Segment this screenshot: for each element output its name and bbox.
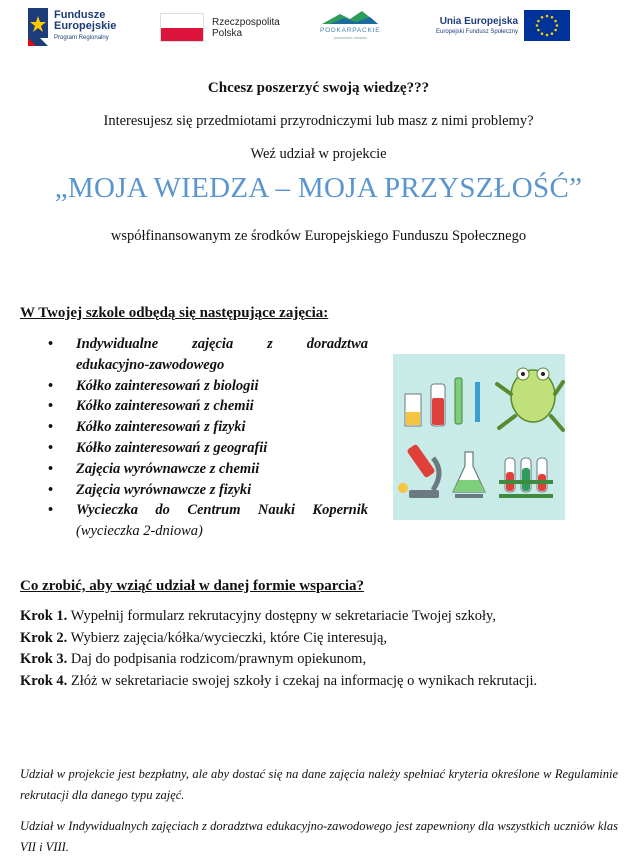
list-item (48, 334, 368, 376)
polish-flag-icon (160, 13, 204, 42)
list-item (48, 396, 368, 417)
bullet: • (48, 460, 54, 477)
step-label: Krok 1. (20, 608, 68, 624)
rp-line1: Rzeczpospolita (212, 16, 280, 28)
fundusze-europejskie-logo (28, 8, 116, 46)
list-item (48, 438, 368, 459)
steps-heading: Co zrobić, aby wziąć udział w danej formie wsparcia? (20, 578, 364, 594)
activity-text: Kółko zainteresowań z biologii (76, 377, 259, 394)
bullet: • (48, 439, 54, 456)
fundusze-line2: Europejskie (54, 20, 117, 32)
free-participation-note: Udział w projekcie jest bezpłatny, ale aby dostać się na dane zajęcia należy spełniać kryteria określone w Regulaminie rekrutacji dla danego typu zajęć. (20, 767, 618, 802)
podkarpackie-sub: przestrzeń otwarta (333, 35, 367, 40)
rp-line2: Polska (212, 27, 243, 39)
eu-flag-icon (524, 10, 570, 41)
ue-name: Unia Europejska (439, 16, 519, 27)
step-item (20, 649, 618, 671)
activity-text: Zajęcia wyrównawcze z chemii (76, 460, 260, 477)
list-item (48, 376, 368, 397)
podkarpackie-name: PODKARPACKIE (320, 27, 381, 34)
activity-text: Kółko zainteresowań z geografii (76, 439, 268, 456)
logo-bar (0, 0, 637, 56)
step-item (20, 606, 618, 628)
step-text: Wypełnij formularz rekrutacyjny dostępny w sekretariacie Twojej szkoły, (70, 608, 496, 624)
step-label: Krok 2. (20, 629, 68, 646)
eu-logo (436, 10, 570, 41)
fundusze-star-icon (28, 8, 48, 46)
step-text: Daj do podpisania rodzicom/prawnym opiekunom, (70, 651, 367, 667)
bullet: • (48, 398, 54, 415)
step-text: Złóż w sekretariacie swojej szkoły i czekaj na informację o wynikach rekrutacji. (70, 672, 538, 689)
bullet: • (48, 502, 54, 519)
ue-sub: Europejski Fundusz Społeczny (436, 29, 519, 35)
rzeczpospolita-logo (160, 13, 280, 42)
list-item (48, 459, 368, 480)
activities-list (48, 334, 368, 542)
step-item (20, 628, 618, 650)
activities-heading: W Twojej szkole odbędą się następujące zajęcia: (20, 305, 329, 321)
bullet: • (48, 481, 54, 498)
bullet: • (48, 377, 54, 394)
interest-line: Interesujesz się przedmiotami przyrodniczymi lub masz z nimi problemy? (103, 113, 534, 129)
science-lab-illustration (393, 354, 565, 520)
step-text: Wybierz zajęcia/kółka/wycieczki, które Cię interesują, (70, 629, 388, 646)
podkarpackie-mountains-icon (320, 10, 380, 26)
list-item (48, 417, 368, 438)
fundusze-sub: Program Regionalny (54, 35, 109, 41)
bullet: • (48, 419, 54, 436)
step-label: Krok 4. (20, 672, 68, 689)
activity-text-cont: edukacyjno-zawodowego (76, 356, 225, 373)
step-item (20, 671, 618, 693)
cofinanced-line: współfinansowanym ze środków Europejskiego Funduszu Społecznego (110, 228, 527, 244)
list-item (48, 500, 368, 542)
activity-text: Zajęcia wyrównawcze z fizyki (76, 481, 252, 498)
activity-text: Kółko zainteresowań z fizyki (76, 419, 246, 436)
steps-list (20, 606, 618, 692)
guaranteed-participation-note: Udział w Indywidualnych zajęciach z doradztwa edukacyjno-zawodowego jest zapewniony dla wszystkich uczniów klas VII i VIII. (20, 819, 618, 854)
fundusze-line1: Fundusze (54, 9, 106, 21)
question-line: Chcesz poszerzyć swoją wiedzę??? (207, 80, 430, 96)
list-item (48, 480, 368, 501)
bullet: • (48, 336, 54, 352)
invite-line: Weź udział w projekcie (250, 146, 387, 162)
activity-text: Indywidualne zajęcia z doradztwa (76, 336, 368, 352)
step-label: Krok 3. (20, 651, 68, 667)
project-title: „MOJA WIEDZA – MOJA PRZYSZŁOŚĆ” (54, 172, 583, 204)
podkarpackie-logo (320, 10, 380, 40)
activity-text: Kółko zainteresowań z chemii (76, 398, 254, 415)
activity-text: Wycieczka do Centrum Nauki Kopernik (76, 502, 368, 519)
activity-note: (wycieczka 2-dniowa) (76, 523, 203, 540)
